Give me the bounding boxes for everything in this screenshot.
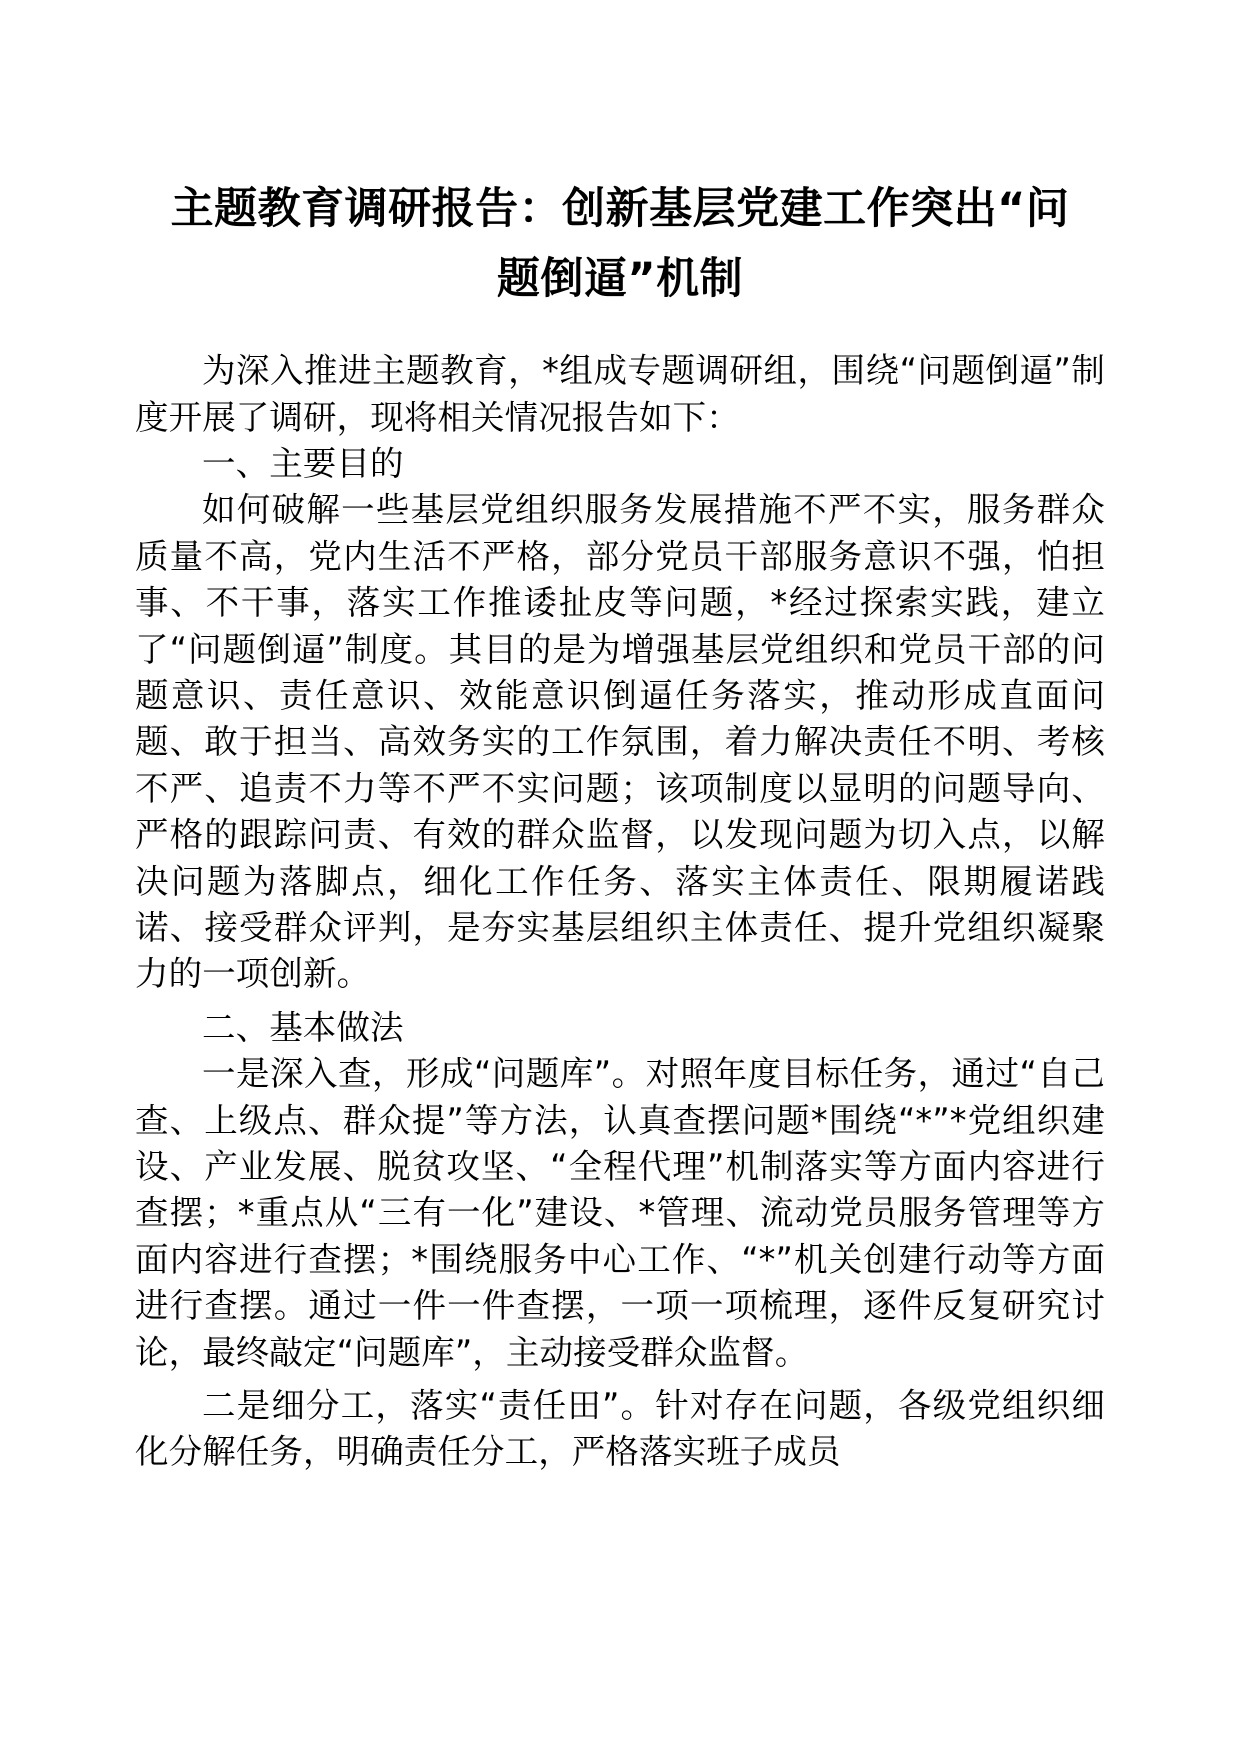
section-one-paragraph: 如何破解一些基层党组织服务发展措施不严不实，服务群众质量不高，党内生活不严格，部分党员干部服务意识不强，怕担事、不干事，落实工作推诿扯皮等问题，*经过探索实践，建立了“问题倒逼”制度。其目的是为增强基层党组织和党员干部的问题意识、责任意识、效能意识倒逼任务落实，推动形成直面问题、敢于担当、高效务实的工作氛围，着力解决责任不明、考核不严、追责不力等不严不实问题；该项制度以显明的问题导向、严格的跟踪问责、有效的群众监督，以发现问题为切入点，以解决问题为落脚点，细化工作任务、落实主体责任、限期履诺践诺、接受群众评判，是夯实基层组织主体责任、提升党组织凝聚力的一项创新。 xyxy=(135,490,1105,994)
document-body xyxy=(135,348,1105,1475)
page-title: 主题教育调研报告：创新基层党建工作突出“问题倒逼”机制 xyxy=(170,184,1070,304)
block-spacer xyxy=(135,1376,1105,1383)
block-spacer xyxy=(135,998,1105,1005)
measure-one-paragraph: 一是深入查，形成“问题库”。对照年度目标任务，通过“自己查、上级点、群众提”等方法，认真查摆问题*围绕“*”*党组织建设、产业发展、脱贫攻坚、“全程代理”机制落实等方面内容进行查摆；*重点从“三有一化”建设、*管理、流动党员服务管理等方面内容进行查摆；*围绕服务中心工作、“*”机关创建行动等方面进行查摆。通过一件一件查摆，一项一项梳理，逐件反复研究讨论，最终敲定“问题库”，主动接受群众监督。 xyxy=(135,1054,1105,1372)
section-heading-two: 二、基本做法 xyxy=(202,1007,404,1047)
section-heading-one: 一、主要目的 xyxy=(202,444,404,484)
measure-two-paragraph: 二是细分工，落实“责任田”。针对存在问题，各级党组织细化分解任务，明确责任分工，严格落实班子成员 xyxy=(135,1385,1105,1472)
intro-paragraph: 为深入推进主题教育，*组成专题调研组，围绕“问题倒逼”制度开展了调研，现将相关情况报告如下： xyxy=(135,351,1105,437)
